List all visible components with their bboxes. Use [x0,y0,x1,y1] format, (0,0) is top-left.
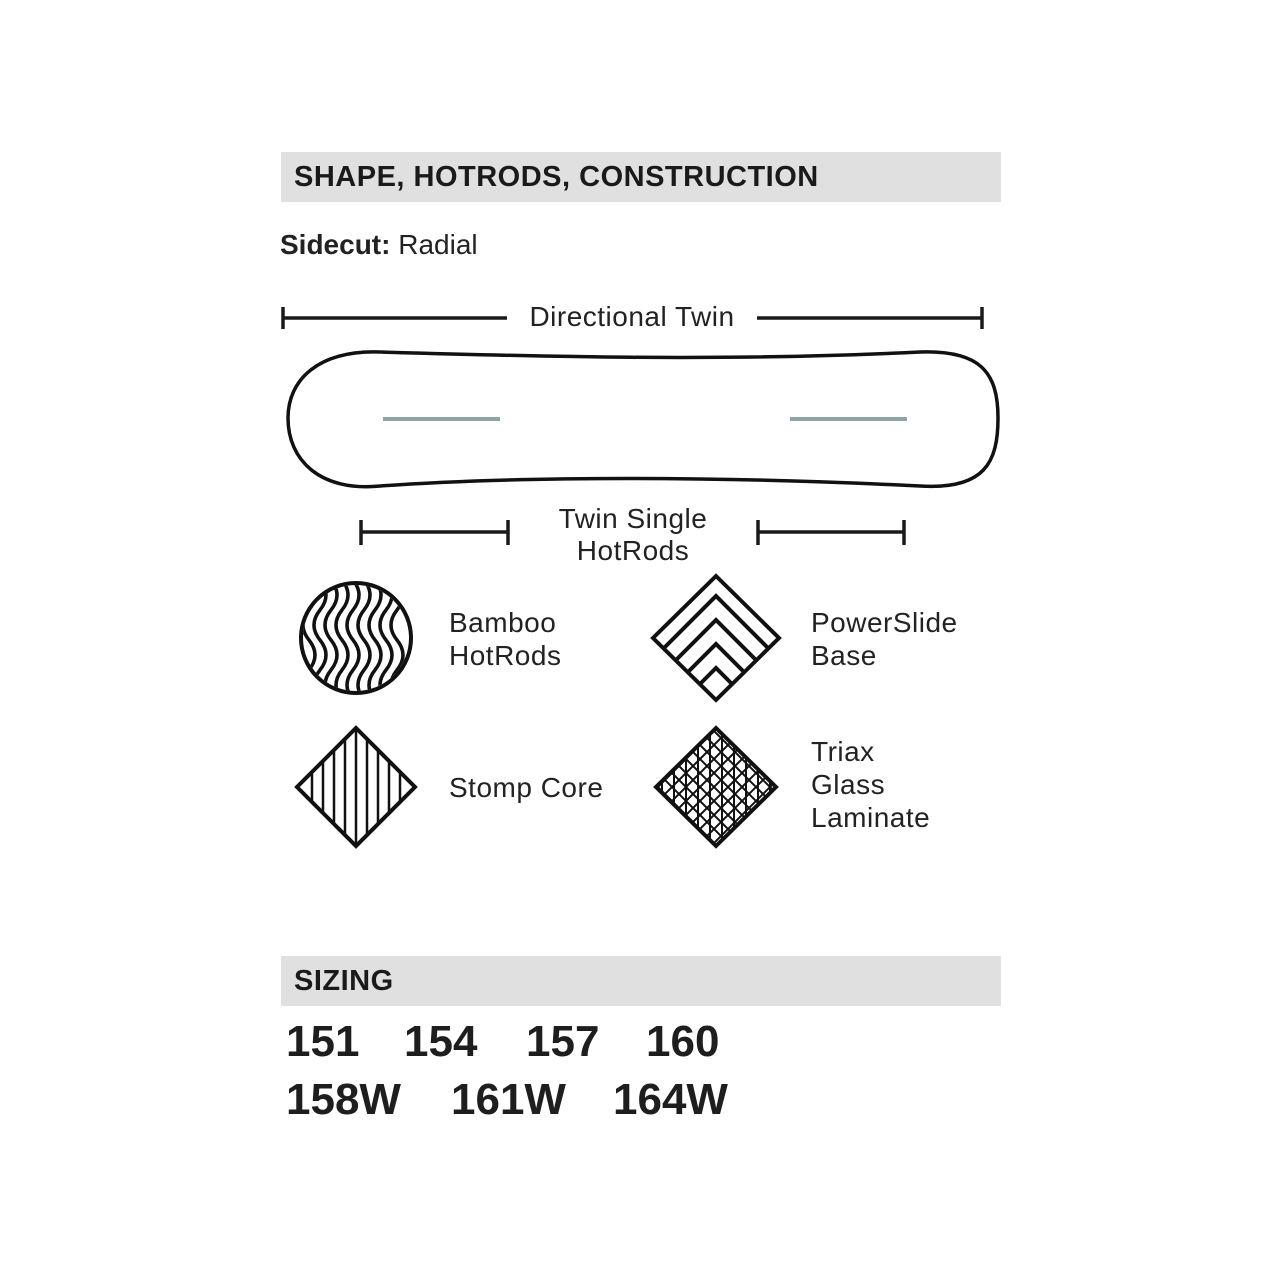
feature-bamboo-hotrods [449,606,561,672]
sidecut-value: Radial [398,229,478,260]
feature-label-line: PowerSlide [811,607,958,638]
sidecut-label: Sidecut: [280,229,391,260]
hotrods-label [508,503,758,567]
stomp-core-icon [297,720,415,860]
size-option: 158W [286,1075,401,1124]
feature-label-line: Stomp Core [449,772,604,803]
bamboo-hotrods-icon [301,580,411,700]
section-title: SIZING [294,964,394,997]
triax-glass-laminate-icon [640,641,790,933]
size-option: 164W [613,1075,728,1124]
hotrods-label-line2: HotRods [576,535,690,566]
size-option: 157 [526,1017,600,1066]
feature-label-line: Glass [811,769,886,800]
feature-label-line: Bamboo [449,607,557,638]
size-option: 161W [451,1075,566,1124]
hotrods-label-line1: Twin Single [558,503,708,534]
feature-powerslide-base [811,606,958,672]
feature-label-line: Triax [811,736,875,767]
sizes-wide [286,1075,728,1125]
sizes-standard [286,1017,719,1067]
feature-label-line: HotRods [449,640,562,671]
size-option: 154 [404,1017,478,1066]
powerslide-base-icon [653,576,779,700]
section-header-sizing [281,956,1001,1006]
size-option: 151 [286,1017,360,1066]
feature-label-line: Base [811,640,877,671]
feature-triax-glass-laminate [811,735,930,834]
section-title: SHAPE, HOTRODS, CONSTRUCTION [294,160,819,193]
shape-label: Directional Twin [507,300,757,333]
feature-label-line: Laminate [811,802,931,833]
feature-stomp-core [449,771,603,804]
size-option: 160 [646,1017,720,1066]
